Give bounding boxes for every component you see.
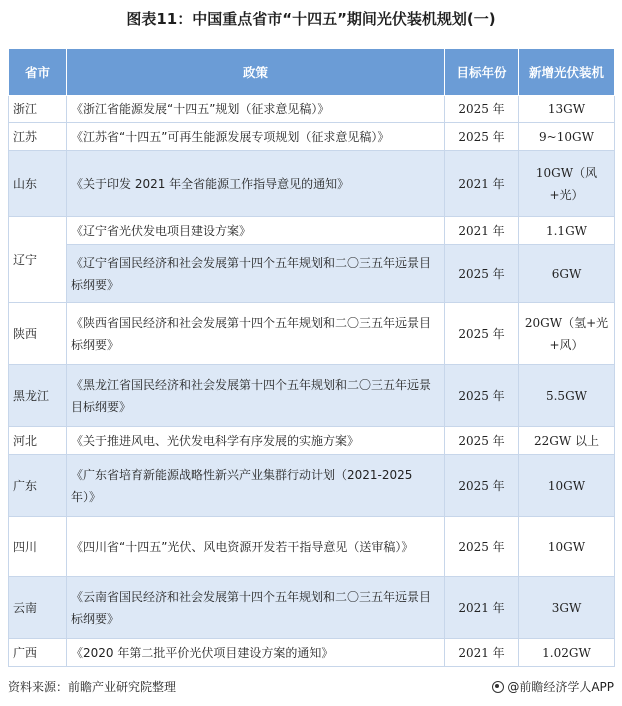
cell-year: 2025 年: [445, 123, 519, 151]
brand-text: @前瞻经济学人APP: [507, 680, 614, 694]
cell-province: 广东: [9, 455, 67, 517]
cell-policy: 《陕西省国民经济和社会发展第十四个五年规划和二〇三五年远景目标纲要》: [67, 303, 445, 365]
table-row: [9, 455, 615, 517]
cell-year: 2021 年: [445, 217, 519, 245]
cell-province: 山东: [9, 151, 67, 217]
table-row: [9, 577, 615, 639]
cell-capacity: 13GW: [519, 96, 615, 123]
cell-province: 浙江: [9, 96, 67, 123]
cell-province: 江苏: [9, 123, 67, 151]
column-header-province: 省市: [9, 49, 67, 96]
cell-province: 云南: [9, 577, 67, 639]
column-header-capacity: 新增光伏装机: [519, 49, 615, 96]
table-row: [9, 96, 615, 123]
cell-year: 2025 年: [445, 245, 519, 303]
cell-capacity: 22GW 以上: [519, 427, 615, 455]
cell-policy: 《关于推进风电、光伏发电科学有序发展的实施方案》: [67, 427, 445, 455]
table-header-row: [9, 49, 615, 96]
cell-province: 陕西: [9, 303, 67, 365]
cell-year: 2021 年: [445, 151, 519, 217]
cell-capacity: 9~10GW: [519, 123, 615, 151]
column-header-policy: 政策: [67, 49, 445, 96]
cell-year: 2025 年: [445, 303, 519, 365]
source-note: 资料来源：前瞻产业研究院整理: [8, 680, 177, 694]
cell-policy: 《2020 年第二批平价光伏项目建设方案的通知》: [67, 639, 445, 667]
policy-table: [8, 48, 615, 667]
cell-year: 2021 年: [445, 577, 519, 639]
cell-province: 广西: [9, 639, 67, 667]
cell-policy: 《辽宁省国民经济和社会发展第十四个五年规划和二〇三五年远景目标纲要》: [67, 245, 445, 303]
cell-year: 2025 年: [445, 365, 519, 427]
cell-policy: 《云南省国民经济和社会发展第十四个五年规划和二〇三五年远景目标纲要》: [67, 577, 445, 639]
cell-policy: 《关于印发 2021 年全省能源工作指导意见的通知》: [67, 151, 445, 217]
cell-province: 黑龙江: [9, 365, 67, 427]
table-row: [9, 427, 615, 455]
cell-policy: 《江苏省“十四五”可再生能源发展专项规划（征求意见稿）》: [67, 123, 445, 151]
cell-policy: 《辽宁省光伏发电项目建设方案》: [67, 217, 445, 245]
cell-capacity: 10GW: [519, 455, 615, 517]
cell-policy: 《广东省培育新能源战略性新兴产业集群行动计划（2021-2025 年）》: [67, 455, 445, 517]
cell-policy: 《黑龙江省国民经济和社会发展第十四个五年规划和二〇三五年远景目标纲要》: [67, 365, 445, 427]
cell-capacity: 10GW（风+光）: [519, 151, 615, 217]
cell-year: 2025 年: [445, 455, 519, 517]
table-row: [9, 365, 615, 427]
table-row: [9, 303, 615, 365]
cell-capacity: 3GW: [519, 577, 615, 639]
cell-policy: 《四川省“十四五”光伏、风电资源开发若干指导意见（送审稿）》: [67, 517, 445, 577]
table-row: [9, 517, 615, 577]
table-row: [9, 217, 615, 245]
cell-year: 2025 年: [445, 517, 519, 577]
cell-year: 2025 年: [445, 96, 519, 123]
table-row: [9, 245, 615, 303]
cell-capacity: 5.5GW: [519, 365, 615, 427]
table-row: [9, 123, 615, 151]
table-row: [9, 639, 615, 667]
cell-year: 2025 年: [445, 427, 519, 455]
brand-credit: [492, 678, 614, 695]
qianzhan-logo-icon: [492, 681, 504, 693]
cell-capacity: 20GW（氢+光+风）: [519, 303, 615, 365]
cell-policy: 《浙江省能源发展“十四五”规划（征求意见稿）》: [67, 96, 445, 123]
cell-capacity: 1.1GW: [519, 217, 615, 245]
cell-capacity: 6GW: [519, 245, 615, 303]
cell-capacity: 1.02GW: [519, 639, 615, 667]
cell-province: 四川: [9, 517, 67, 577]
cell-capacity: 10GW: [519, 517, 615, 577]
cell-year: 2021 年: [445, 639, 519, 667]
table-row: [9, 151, 615, 217]
page-title: 图表11：中国重点省市“十四五”期间光伏装机规划(一): [126, 10, 496, 28]
column-header-year: 目标年份: [445, 49, 519, 96]
cell-province: 河北: [9, 427, 67, 455]
cell-province: 辽宁: [9, 217, 67, 303]
